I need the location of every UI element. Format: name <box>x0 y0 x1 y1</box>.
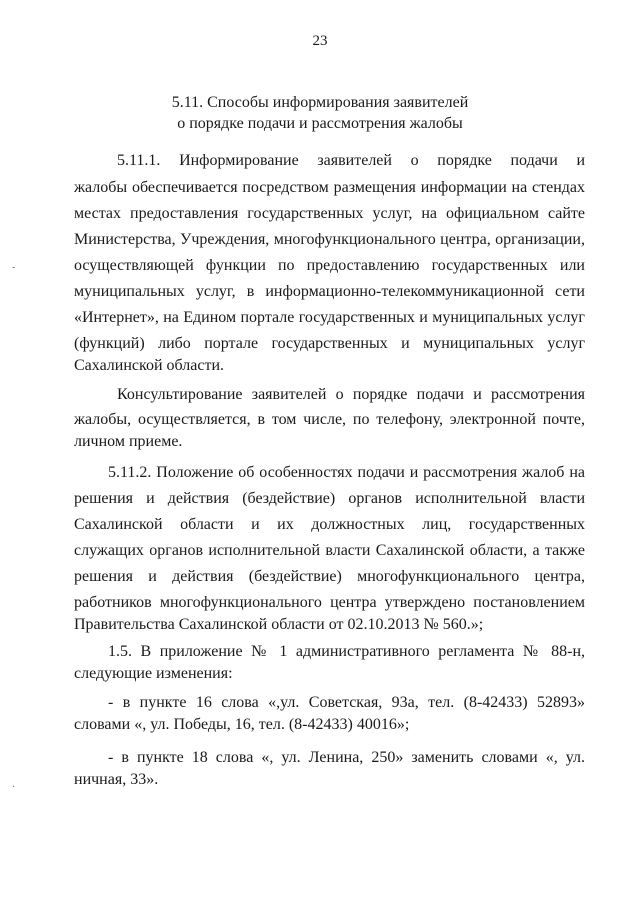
text-line: - в пункте 16 слова «,ул. Советская, 93а, тел. (8-42433) 52893» <box>108 694 585 711</box>
text-line: ничная, 33». <box>74 771 159 788</box>
text-line: Сахалинской области. <box>74 357 225 374</box>
text-line: (функций) либо портале государственных и муниципальных услуг <box>74 335 585 352</box>
text-line: 1.5. В приложение № 1 административного регламента № 88-н, <box>108 643 585 660</box>
text-line: решения и действия (бездействие) органов исполнительной власти <box>74 490 585 507</box>
text-line: 5.11.2. Положение об особенностях подачи и рассмотрения жалоб на <box>108 464 585 481</box>
text-line: - в пункте 18 слова «, ул. Ленина, 250» заменить словами «, ул. <box>108 749 585 766</box>
text-line: местах предоставления государственных услуг, на официальном сайте <box>74 205 585 222</box>
margin-mark: - <box>12 262 16 273</box>
text-line: Сахалинской области и их должностных лиц, государственных <box>74 516 585 533</box>
heading-line-2: о порядке подачи и рассмотрения жалобы <box>177 115 463 132</box>
margin-mark: · <box>12 782 16 793</box>
text-line: Министерства, Учреждения, многофункционального центра, организации, <box>74 231 585 248</box>
text-line: жалобы, осуществляется, в том числе, по телефону, электронной почте, <box>74 411 585 428</box>
text-line: «Интернет», на Едином портале государственных и муниципальных услуг <box>74 309 585 326</box>
text-line: работников многофункционального центра утверждено постановлением <box>74 594 585 611</box>
section-heading <box>0 92 640 134</box>
text-line: Консультирование заявителей о порядке подачи и рассмотрения <box>117 386 585 403</box>
text-line: жалобы обеспечивается посредством размещения информации на стендах <box>74 179 585 196</box>
text-line: решения и действия (бездействие) многофункционального центра, <box>74 568 585 585</box>
page-number: 23 <box>312 33 328 49</box>
text-line: словами «, ул. Победы, 16, тел. (8-42433) 40016»; <box>74 716 410 733</box>
text-line: личном приеме. <box>74 433 183 450</box>
text-line: осуществляющей функции по предоставлению государственных или <box>74 257 585 274</box>
text-line: Правительства Сахалинской области от 02.10.2013 № 560.»; <box>74 616 484 633</box>
text-line: следующие изменения: <box>74 665 233 682</box>
text-line: муниципальных услуг, в информационно-телекоммуникационной сети <box>74 283 585 300</box>
text-line: служащих органов исполнительной власти Сахалинской области, а также <box>74 542 585 559</box>
text-line: 5.11.1. Информирование заявителей о порядке подачи и <box>117 152 585 169</box>
heading-line-1: 5.11. Способы информирования заявителей <box>171 94 469 111</box>
